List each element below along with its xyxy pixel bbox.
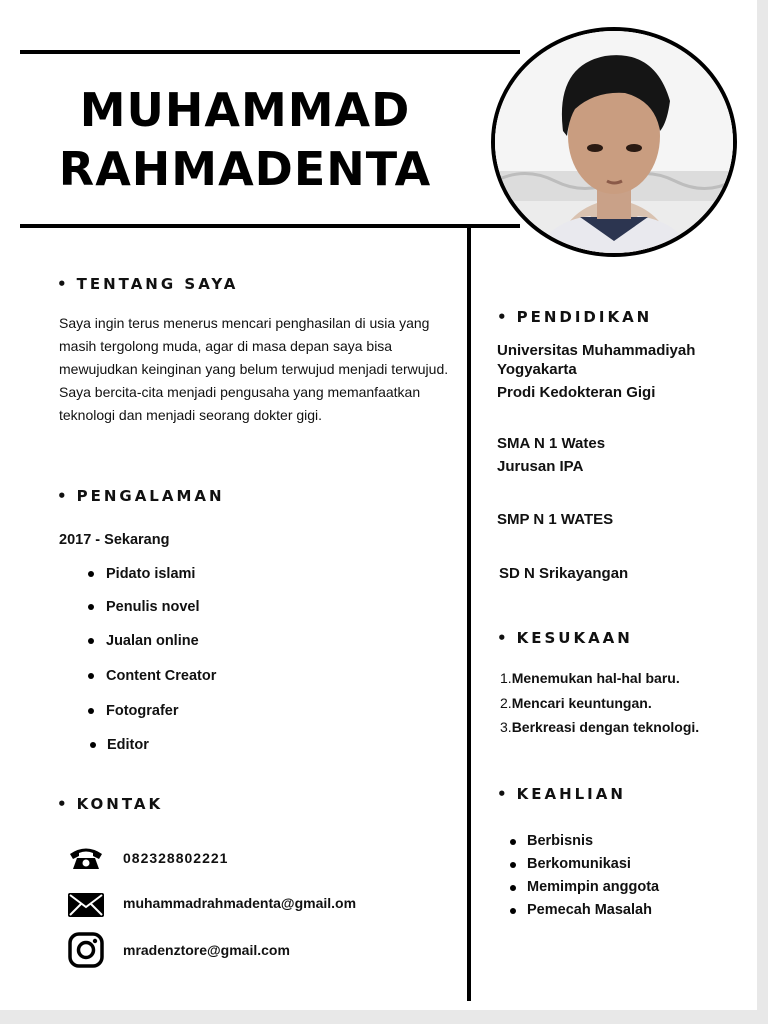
heading-bullet: • bbox=[497, 308, 507, 326]
phone-icon bbox=[68, 845, 104, 871]
name-line-2: RAHMADENTA bbox=[58, 142, 432, 196]
skills-heading-text: KEAHLIAN bbox=[516, 785, 626, 803]
experience-bullet bbox=[88, 708, 94, 714]
experience-bullet bbox=[88, 604, 94, 610]
skills-heading bbox=[497, 785, 626, 803]
contact-instagram: mradenztore@gmail.com bbox=[123, 942, 290, 958]
column-divider bbox=[467, 226, 471, 1001]
hobby-item: 2.Mencari keuntungan. bbox=[500, 695, 652, 711]
contact-email: muhammadrahmadenta@gmail.om bbox=[123, 895, 357, 911]
profile-photo-illustration bbox=[495, 31, 733, 253]
contact-heading bbox=[57, 795, 163, 813]
experience-bullet bbox=[88, 638, 94, 644]
about-text: Saya ingin terus menerus mencari penghasilan di usia yang masih tergolong muda, agar di masa depan saya bisa mewujudkan keinginan yang belum terwujud menjadi terwujud. Saya bercita-cita menjadi pengusaha yang memanfaatkan teknologi dan menjadi seorang dokter gigi. bbox=[59, 315, 449, 423]
education-university-city: Yogyakarta bbox=[497, 361, 577, 378]
header-bottom-rule bbox=[20, 224, 520, 228]
skill-bullet bbox=[510, 908, 516, 914]
heading-bullet: • bbox=[497, 629, 507, 647]
hobby-item-text: Menemukan hal-hal baru. bbox=[511, 670, 680, 686]
skill-item: Berkomunikasi bbox=[527, 856, 631, 872]
skill-item: Pemecah Masalah bbox=[527, 902, 652, 918]
hobby-item: 1.Menemukan hal-hal baru. bbox=[500, 670, 680, 686]
experience-heading-text: PENGALAMAN bbox=[76, 487, 225, 505]
education-sma-major: Jurusan IPA bbox=[497, 458, 584, 475]
contact-phone: 082328802221 bbox=[123, 850, 229, 866]
heading-bullet: • bbox=[57, 795, 67, 813]
education-smp: SMP N 1 WATES bbox=[497, 511, 614, 528]
hobby-item-text: Berkreasi dengan teknologi. bbox=[511, 719, 700, 735]
hobbies-heading bbox=[497, 629, 633, 647]
experience-item: Pidato islami bbox=[106, 566, 196, 582]
experience-bullet bbox=[88, 571, 94, 577]
header-top-rule bbox=[20, 50, 520, 54]
experience-bullet bbox=[90, 742, 96, 748]
profile-photo bbox=[491, 27, 737, 257]
experience-item: Fotografer bbox=[106, 703, 179, 719]
name-line-1: MUHAMMAD bbox=[79, 83, 411, 137]
experience-item: Jualan online bbox=[106, 633, 199, 649]
skill-bullet bbox=[510, 885, 516, 891]
heading-bullet: • bbox=[57, 275, 67, 293]
about-heading-text: TENTANG SAYA bbox=[76, 275, 239, 293]
experience-item: Editor bbox=[107, 737, 149, 753]
experience-item: Penulis novel bbox=[106, 599, 200, 615]
heading-bullet: • bbox=[497, 785, 507, 803]
education-university: Universitas Muhammadiyah bbox=[497, 342, 696, 359]
experience-item: Content Creator bbox=[106, 668, 217, 684]
education-sd: SD N Srikayangan bbox=[499, 565, 629, 582]
skill-bullet bbox=[510, 839, 516, 845]
skill-item: Memimpin anggota bbox=[527, 879, 660, 895]
envelope-icon bbox=[68, 893, 104, 917]
experience-heading bbox=[57, 487, 225, 505]
hobbies-heading-text: KESUKAAN bbox=[516, 629, 633, 647]
skill-bullet bbox=[510, 862, 516, 868]
hobby-item: 3.Berkreasi dengan teknologi. bbox=[500, 719, 700, 735]
experience-bullet bbox=[88, 673, 94, 679]
heading-bullet: • bbox=[57, 487, 67, 505]
education-sma: SMA N 1 Wates bbox=[497, 435, 606, 452]
hobby-item-text: Mencari keuntungan. bbox=[511, 695, 652, 711]
skill-item: Berbisnis bbox=[527, 833, 594, 849]
education-university-program: Prodi Kedokteran Gigi bbox=[497, 384, 656, 401]
education-heading bbox=[497, 308, 652, 326]
contact-heading-text: KONTAK bbox=[76, 795, 164, 813]
about-heading bbox=[57, 275, 238, 293]
education-heading-text: PENDIDIKAN bbox=[516, 308, 653, 326]
experience-period: 2017 - Sekarang bbox=[59, 532, 170, 548]
instagram-icon bbox=[68, 932, 104, 968]
